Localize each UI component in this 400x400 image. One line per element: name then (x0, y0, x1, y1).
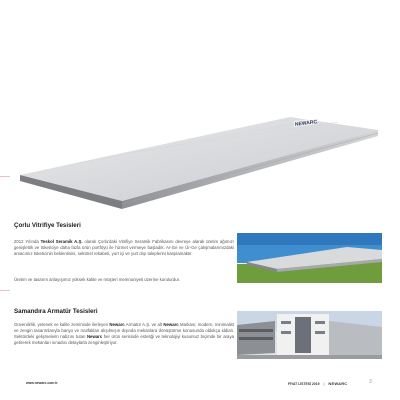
factory-hero-image (18, 105, 380, 213)
footer-website[interactable]: www.newarc.com.tr (26, 381, 58, 385)
corlu-paragraph-1: 2012 Yılında Teskol Seramik A.Ş. olarak Çorlu'daki Vitrifiye Seramik Fabrikasını devreye alarak üretim ağımızı genişlettik ve tüketiciye daha fazla ürün portföyü ile hizmet vermeye başladık. Ar-Ge ve Ür-Ge çalışmalarımızdaki amacımız tüketicinin beklentisini, sektörel rekabeti, yurt içi ve yurt dışı taleplerini karşılamaktır. (14, 239, 234, 257)
footer-separator: | (323, 381, 325, 386)
footer-logo: NEWARC (328, 381, 348, 386)
svg-text:NEWARC: NEWARC (294, 119, 318, 128)
margin-mark (0, 176, 10, 177)
margin-mark (0, 290, 10, 291)
page-number: 3 (369, 379, 372, 385)
catalog-label: FİYAT LİSTESİ 2019 (288, 381, 320, 386)
section-title-samandira: Samandıra Armatür Tesisleri (14, 308, 98, 315)
roof-shape (20, 117, 378, 201)
samandira-paragraph: Güvenilirlik, yetenek ve kalite zemininde ilerleyen Newarc Armatür A.Ş. ve alt Newarc Markası; modern, minimalist ve zengin tasarımlarıyla banyo ve mutfakları alışılmışın dışında mekanlara dönüştürme konusunda oldukça iddialı. Sektördeki gelişmelerin nabzını tutan Newarc her ürün serisinde estetiği ve teknolojiyi kusursuz biçimde bir araya getirerek mekanları sınadısı detaylarla zenginleştiriyor. (14, 322, 235, 346)
corlu-paragraph-2: Üretim ve tasarım anlayışımız yüksek kalite ve müşteri memnuniyeti üzerine kurulurdur. (14, 277, 180, 282)
footer-catalog (288, 381, 347, 386)
corlu-factory-photo (237, 233, 382, 283)
samandira-facility-photo (237, 311, 382, 359)
section-title-corlu: Çorlu Vitrifiye Tesisleri (14, 222, 81, 229)
